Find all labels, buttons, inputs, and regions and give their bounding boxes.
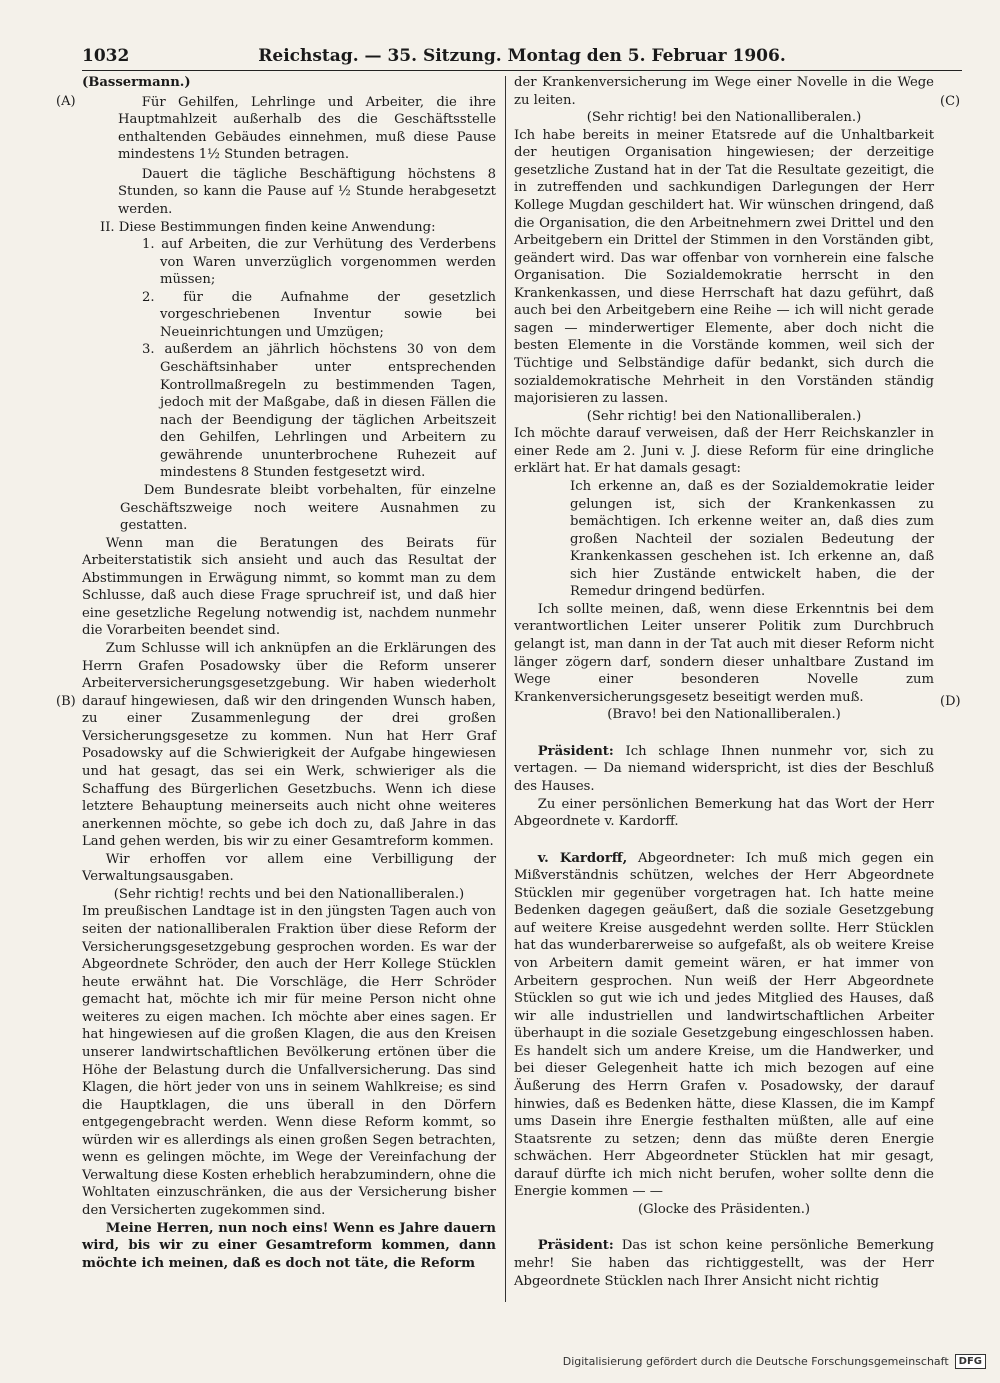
speech-text: Ich schlage Ihnen nunmehr vor, sich zu vertagen. — Da niemand widerspricht, ist dies der Beschluß des Hauses. xyxy=(514,743,934,794)
paragraph: Wenn man die Beratungen des Beirats für Arbeiterstatistik sich ansieht und auch das Resultat der Abstimmungen in Erwägung nimmt, so kommt man zu dem Schlusse, daß auch diese Frage spruchreif ist, und daß hier eine gesetzliche Regelung notwendig ist, nachdem nunmehr die Vorarbeiten beendet sind. xyxy=(82,535,496,639)
speaker-name: v. Kardorff, xyxy=(537,850,628,866)
paragraph: Wir erhoffen vor allem eine Verbilligung der Verwaltungsausgaben. xyxy=(82,851,496,885)
interjection: (Bravo! bei den Nationalliberalen.) xyxy=(607,707,841,723)
column-divider xyxy=(505,76,506,1302)
right-column xyxy=(514,74,934,1290)
paragraph: Meine Herren, nun noch eins! Wenn es Jahre dauern wird, bis wir zu einer Gesamtreform kommen, dann möchte ich meinen, daß es doch not täte, die Reform xyxy=(82,1220,496,1271)
interjection: (Sehr richtig! bei den Nationalliberalen.) xyxy=(586,408,862,424)
quotation: Ich erkenne an, daß es der Sozialdemokratie leider gelungen ist, sich der Krankenkassen zu bemächtigen. Ich erkenne weiter an, daß dies zum großen Nachteil der sozialen Bedeutung der Krankenkassen geschehen ist. Ich erkenne an, daß sich hier Zustände entwickelt haben, die der Remedur dringend bedürfen. xyxy=(570,478,934,600)
paragraph: Ich habe bereits in meiner Etatsrede auf die Unhaltbarkeit der heutigen Organisation hingewiesen; der derzeitige gesetzliche Zustand hat in der Tat die Resultate gezeitigt, die in zutreffenden und sachkundigen Darlegungen der Herr Kollege Mugdan geschildert hat. Wir wünschen dringend, daß die Organisation, die den Arbeitnehmern zwei Drittel und den Arbeitgebern ein Drittel der Stimmen in den Vorständen gibt, geändert wird. Das war offenbar von vornherein eine falsche Organisation. Die Sozialdemokratie herrscht in den Krankenkassen, und diese Herrschaft hat dazu geführt, daß auch bei den Arbeitgebern eine Reihe — ich will nicht gerade sagen — minderwertiger Elemente, aber doch nicht die besten Elemente in die Vorstände kommen, weil sich der Tüchtige und Selbständige dafür bedankt, sich durch die sozialdemokratische Mehrheit in den Vorständen ständig majorisieren zu lassen. xyxy=(514,127,934,407)
paragraph: Dem Bundesrate bleibt vorbehalten, für einzelne Geschäftszweige noch weitere Ausnahmen zu gestatten. xyxy=(120,482,496,534)
paragraph: Zu einer persönlichen Bemerkung hat das Wort der Herr Abgeordnete v. Kardorff. xyxy=(514,796,934,830)
running-title: Reichstag. — 35. Sitzung. Montag den 5. Februar 1906. xyxy=(258,46,786,66)
paragraph: Ich sollte meinen, daß, wenn diese Erkenntnis bei dem verantwortlichen Leiter unserer Politik zum Durchbruch gelangt ist, man dann in der Tat auch mit dieser Reform nicht länger zögern darf, sondern dieser unhaltbare Zustand im Wege einer besonderen Novelle zum Krankenversicherungsgesetz beseitigt werden muß. xyxy=(514,601,934,705)
speech-text: Abgeordneter: Ich muß mich gegen ein Mißverständnis schützen, welches der Herr Abgeordnete Stücklen mir gegenüber vorgetragen hat. Ich hatte meine Bedenken dagegen geäußert, daß die soziale Gesetzgebung auf weitere Kreise ausgedehnt werden sollte. Herr Stücklen hat das wunderbarerweise so aufgefaßt, als ob weitere Kreise von Arbeitern damit gemeint wären, er hat immer von Arbeitern gesprochen. Nun weiß der Herr Abgeordnete Stücklen so gut wie ich und jedes Mitglied des Hauses, daß wir alle industriellen und landwirtschaftlichen Arbeiter überhaupt in die soziale Gesetzgebung eingeschlossen haben. Es handelt sich um andere Kreise, um die Handwerker, und bei dieser Gelegenheit hatte ich mich bezogen auf eine Äußerung des Herrn Grafen v. Posadowsky, der darauf hinwies, daß es Bedenken hätte, diese Klassen, die im Kampf ums Dasein ihre Energie festhalten müßten, alle auf eine Staatsrente zu setzen; denn das müßte deren Energie schwächen. Herr Abgeordneter Stücklen hat mir gesagt, darauf dürfte ich mich nicht berufen, woher sollte denn die Energie kommen — — xyxy=(514,850,934,1200)
speaker-name: Präsident: xyxy=(537,743,614,759)
spacer xyxy=(514,724,934,743)
interjection: (Sehr richtig! rechts und bei den Nationalliberalen.) xyxy=(113,886,465,902)
speaker-attribution: (Bassermann.) xyxy=(82,75,191,90)
paragraph: Dauert die tägliche Beschäftigung höchstens 8 Stunden, so kann die Pause auf ½ Stunde herabgesetzt werden. xyxy=(118,166,496,217)
paragraph xyxy=(514,850,934,1201)
paragraph: Für Gehilfen, Lehrlinge und Arbeiter, die ihre Hauptmahlzeit außerhalb des die Geschäftsstelle enthaltenden Gebäudes einnehmen, muß diese Pause mindestens 1½ Stunden betragen. xyxy=(118,94,496,163)
left-column xyxy=(82,74,496,1272)
margin-mark-b: (B) xyxy=(56,694,76,709)
credit-text: Digitalisierung gefördert durch die Deutsche Forschungsgemeinschaft xyxy=(562,1355,949,1368)
paragraph: Zum Schlusse will ich anknüpfen an die Erklärungen des Herrn Grafen Posadowsky über die Reform unserer Arbeiterversicherungsgesetzgebung. Wir haben wiederholt darauf hingewiesen, daß wir den dringenden Wunsch haben, zu einer Zusammenlegung der drei großen Versicherungsgesetze zu kommen. Nun hat Herr Graf Posadowsky auf die Schwierigkeit der Aufgabe hingewiesen und hat gesagt, das sei ein Werk, schwieriger als die Schaffung des Bürgerlichen Gesetzbuchs. Wenn ich diese letztere Behauptung meinerseits auch nicht ohne weiteres anerkennen möchte, so gebe ich doch zu, daß Jahre in das Land gehen werden, bis wir zu einer Gesamtreform kommen. xyxy=(82,641,496,850)
interjection: (Glocke des Präsidenten.) xyxy=(637,1201,811,1217)
paragraph xyxy=(514,743,934,796)
margin-mark-c: (C) xyxy=(940,94,961,109)
list-item: 2. für die Aufnahme der gesetzlich vorgeschriebenen Inventur sowie bei Neueinrichtungen und Umzügen; xyxy=(142,289,496,340)
paragraph: der Krankenversicherung im Wege einer Novelle in die Wege zu leiten. xyxy=(514,75,934,108)
spacer xyxy=(514,1218,934,1237)
list-item: 1. auf Arbeiten, die zur Verhütung des Verderbens von Waren unverzüglich vorgenommen werden müssen; xyxy=(142,237,496,288)
digitization-credit xyxy=(563,1354,986,1369)
interjection: (Sehr richtig! bei den Nationalliberalen.) xyxy=(586,110,862,126)
paragraph: Im preußischen Landtage ist in den jüngsten Tagen auch von seiten der nationalliberalen Fraktion über diese Reform der Versicherungsgesetzgebung gesprochen worden. Es war der Abgeordnete Schröder, den auch der Herr Kollege Stücklen heute erwähnt hat. Die Vorschläge, die Herr Schröder gemacht hat, möchte ich mir für meine Person nicht ohne weiteres zu eigen machen. Ich möchte aber eines sagen. Er hat hingewiesen auf die großen Klagen, die aus den Kreisen unserer landwirtschaftlichen Bevölkerung ertönen über die Höhe der Belastung durch die Unfallversicherung. Das sind Klagen, die hört jeder von uns in seinem Wahlkreise; es sind die Hauptklagen, die uns überall in den Dörfern entgegengebracht werden. Wenn diese Reform kommt, so würden wir es allerdings als einen großen Segen betrachten, wenn es gelingen möchte, im Wege der Vereinfachung der Verwaltung diese Kosten erheblich herabzumindern, ohne die Wohltaten einzuschränken, die aus der Versicherung bisher den Versicherten zugekommen sind. xyxy=(82,904,496,1218)
header-rule xyxy=(82,70,962,71)
roman-heading: II. Diese Bestimmungen finden keine Anwendung: xyxy=(100,219,436,235)
margin-mark-a: (A) xyxy=(56,94,76,109)
paragraph xyxy=(514,1237,934,1290)
paragraph: Ich möchte darauf verweisen, daß der Herr Reichskanzler in einer Rede am 2. Juni v. J. diese Reform für eine dringliche erklärt hat. Er hat damals gesagt: xyxy=(514,426,934,477)
speaker-name: Präsident: xyxy=(537,1238,614,1254)
spacer xyxy=(514,831,934,850)
page-number: 1032 xyxy=(82,46,130,66)
margin-mark-d: (D) xyxy=(940,694,961,709)
list-item: 3. außerdem an jährlich höchstens 30 von dem Geschäftsinhaber unter entsprechenden Kontrollmaßregeln zu bestimmenden Tagen, jedoch mit der Maßgabe, daß in diesen Fällen die nach der Beendigung der täglichen Arbeitszeit den Gehilfen, Lehrlingen und Arbeitern zu gewährende ununterbrochene Ruhezeit auf mindestens 8 Stunden festgesetzt wird. xyxy=(142,342,496,481)
page-header xyxy=(82,46,962,70)
speech-text: Das ist schon keine persönliche Bemerkung mehr! Sie haben das richtiggestellt, was der Herr Abgeordnete Stücklen nach Ihrer Ansicht nicht richtig xyxy=(514,1238,934,1289)
dfg-logo: DFG xyxy=(955,1354,986,1369)
